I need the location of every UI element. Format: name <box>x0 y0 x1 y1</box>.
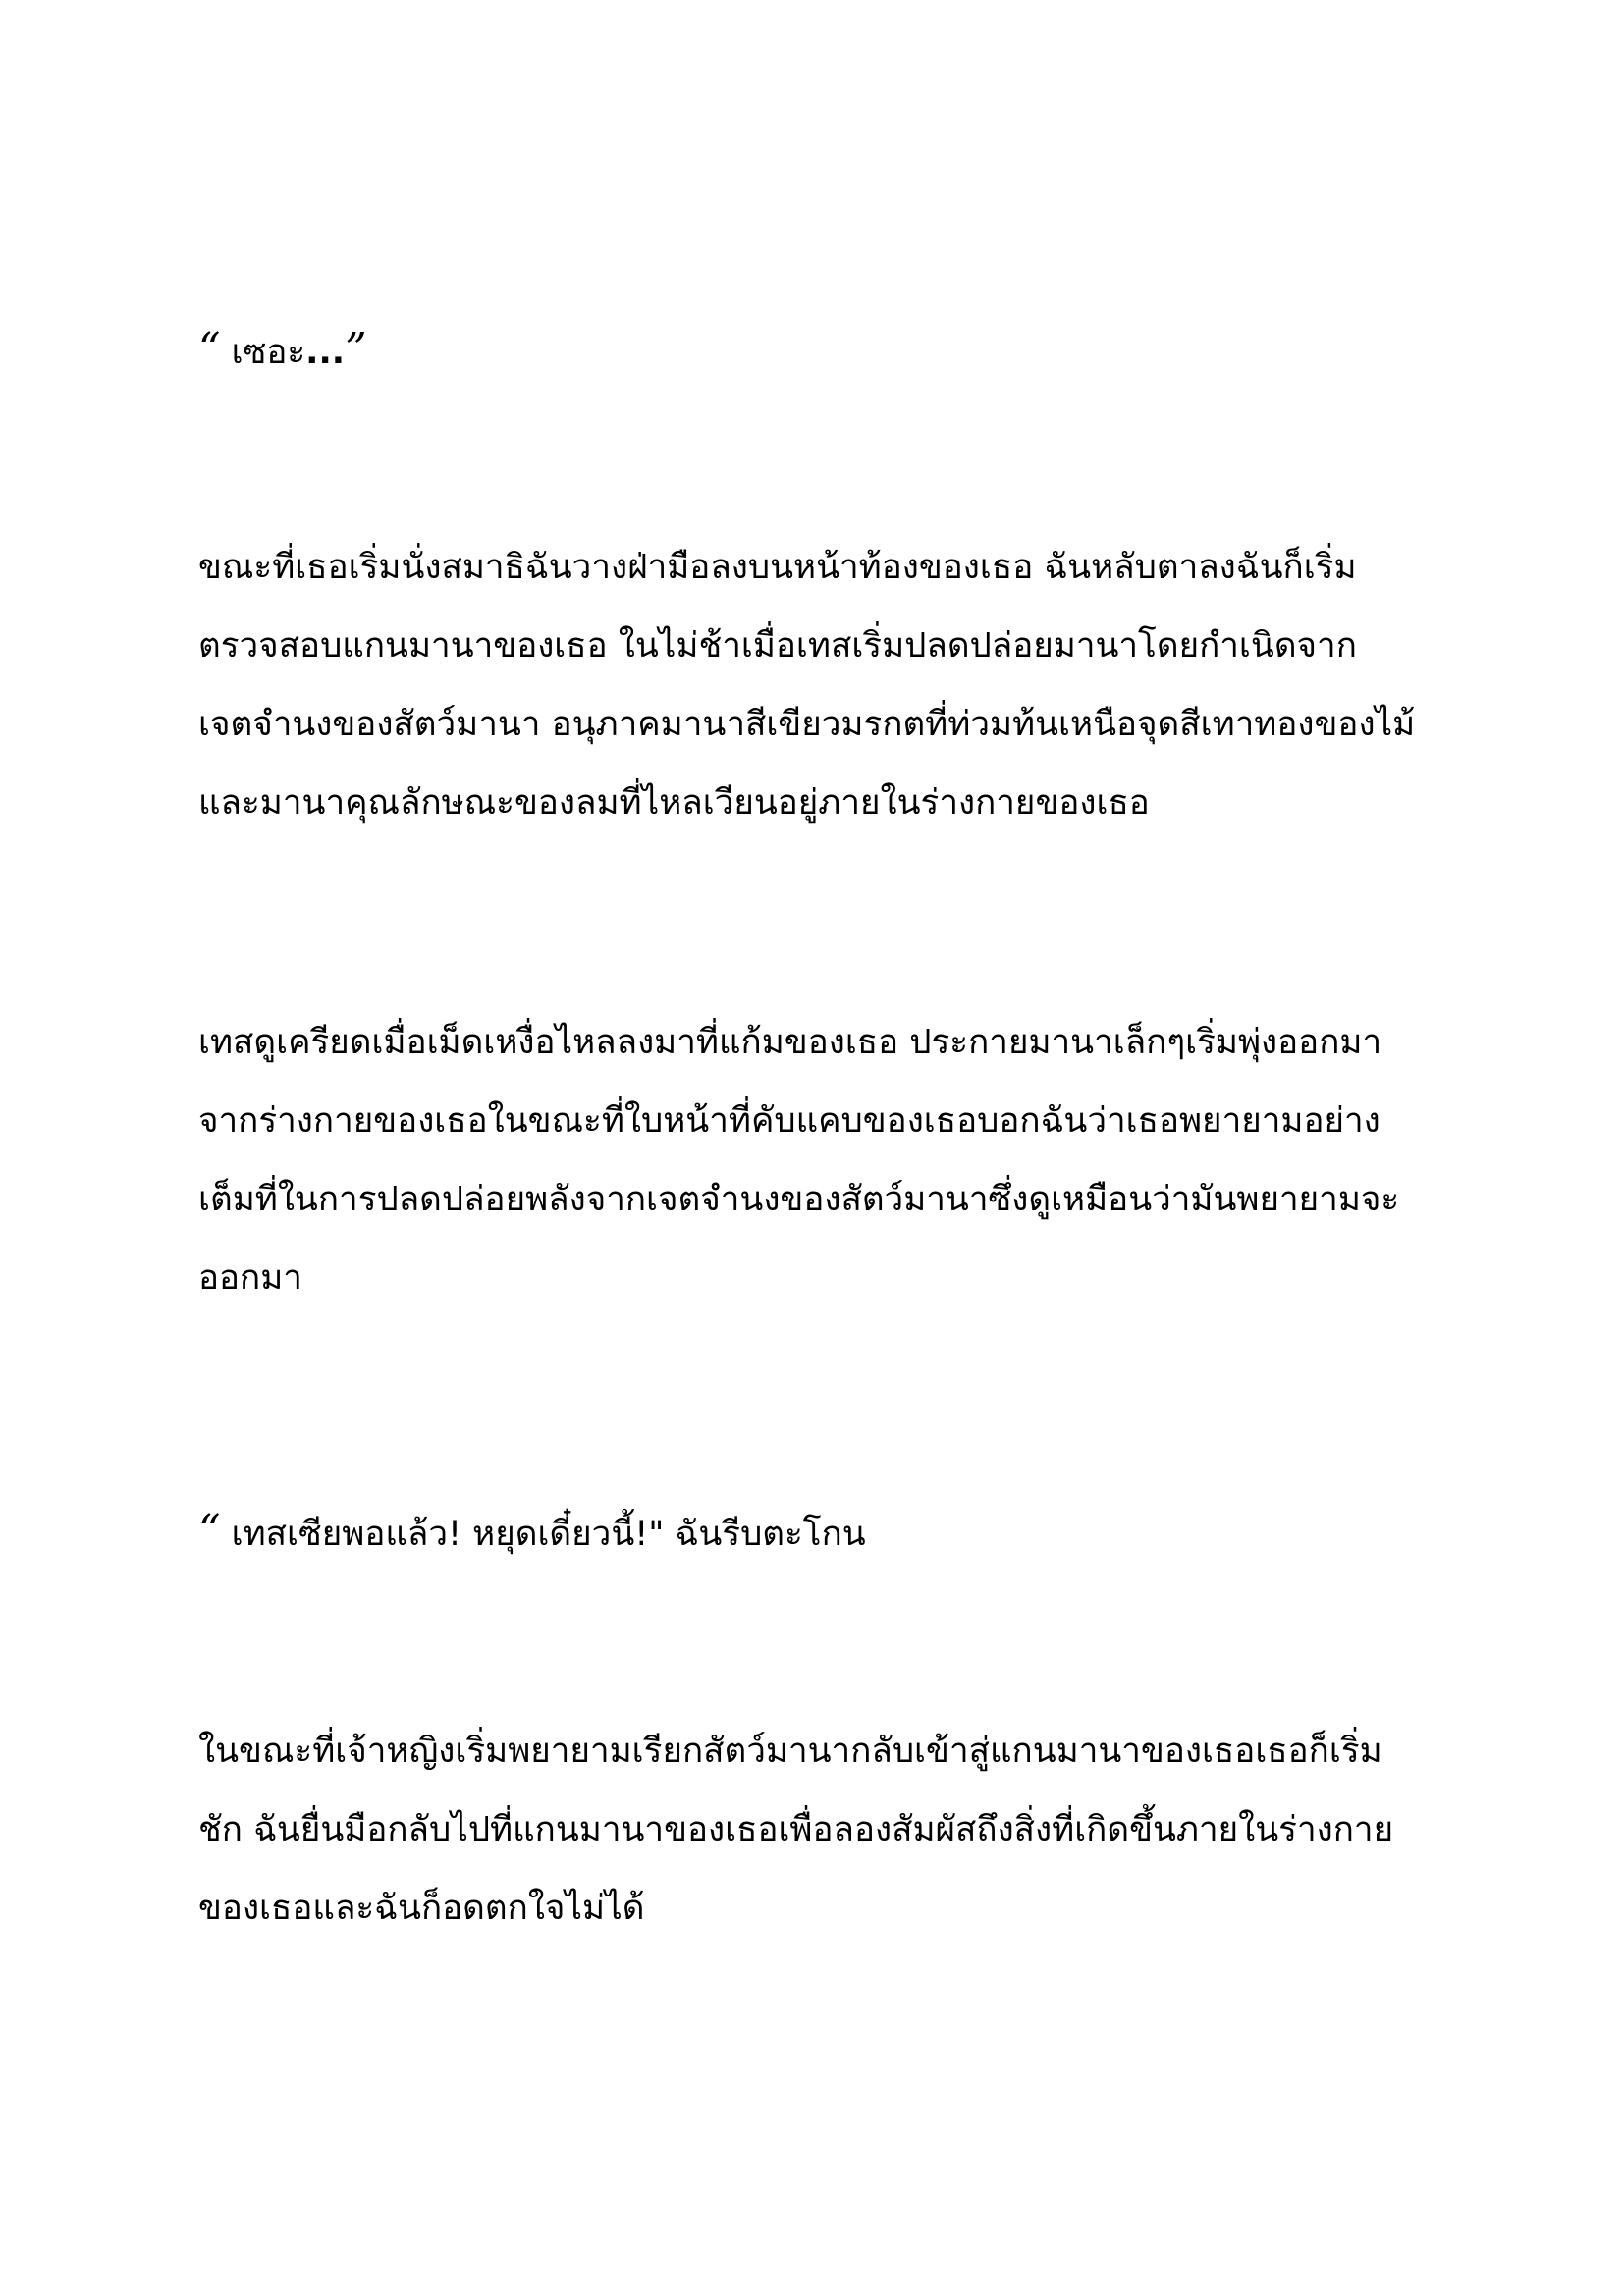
text-line: ตรวจสอบแกนมานาของเธอ ในไม่ช้าเมื่อเทสเริ่มปลดปล่อยมานาโดยกำเนิดจาก <box>198 626 1357 666</box>
narrative-paragraph-3 <box>198 1003 1435 1317</box>
dialogue-paragraph-4 <box>198 1492 1435 1574</box>
dialogue-text: เทสเซียพอแล้ว! หยุดเดี๋ยวนี้!" ฉันรีบตะโกน <box>220 1515 866 1554</box>
dialogue-paragraph-1 <box>198 310 1435 392</box>
ellipsis: ... <box>305 333 346 372</box>
dialogue-text: เซอะ <box>220 333 306 372</box>
text-line: เทสดูเครียดเมื่อเม็ดเหงื่อไหลลงมาที่แก้มของเธอ ประกายมานาเล็กๆเริ่มพุ่งออกมา <box>198 1023 1382 1062</box>
text-line: ชัก ฉันยื่นมือกลับไปที่แกนมานาของเธอเพื่อลองสัมผัสถึงสิ่งที่เกิดขึ้นภายในร่างกาย <box>198 1810 1394 1849</box>
text-line: ในขณะที่เจ้าหญิงเริ่มพยายามเรียกสัตว์มานากลับเข้าสู่แกนมานาของเธอเธอก็เริ่ม <box>198 1732 1382 1771</box>
text-line: เจตจำนงของสัตว์มานา อนุภาคมานาสีเขียวมรกตที่ท่วมท้นเหนือจุดสีเทาทองของไม้ <box>198 705 1416 744</box>
narrative-paragraph-5 <box>198 1712 1435 1948</box>
text-line: เต็มที่ในการปลดปล่อยพลังจากเจตจำนงของสัตว์มานาซึ่งดูเหมือนว่ามันพยายามจะ <box>198 1180 1400 1219</box>
text-line: ขณะที่เธอเริ่มนั่งสมาธิฉันวางฝ่ามือลงบนหน้าท้องของเธอ ฉันหลับตาลงฉันก็เริ่ม <box>198 548 1357 587</box>
open-quote: “ <box>198 1506 221 1556</box>
open-quote: “ <box>198 324 221 374</box>
narrative-paragraph-2 <box>198 528 1435 842</box>
text-line: ออกมา <box>198 1258 302 1298</box>
text-line: และมานาคุณลักษณะของลมที่ไหลเวียนอยู่ภายในร่างกายของเธอ <box>198 783 1150 823</box>
text-line: ของเธอและฉันก็อดตกใจไม่ได้ <box>198 1889 645 1928</box>
close-quote: ” <box>345 324 367 374</box>
text-line: จากร่างกายของเธอในขณะที่ใบหน้าที่คับแคบของเธอบอกฉันว่าเธอพยายามอย่าง <box>198 1101 1380 1141</box>
